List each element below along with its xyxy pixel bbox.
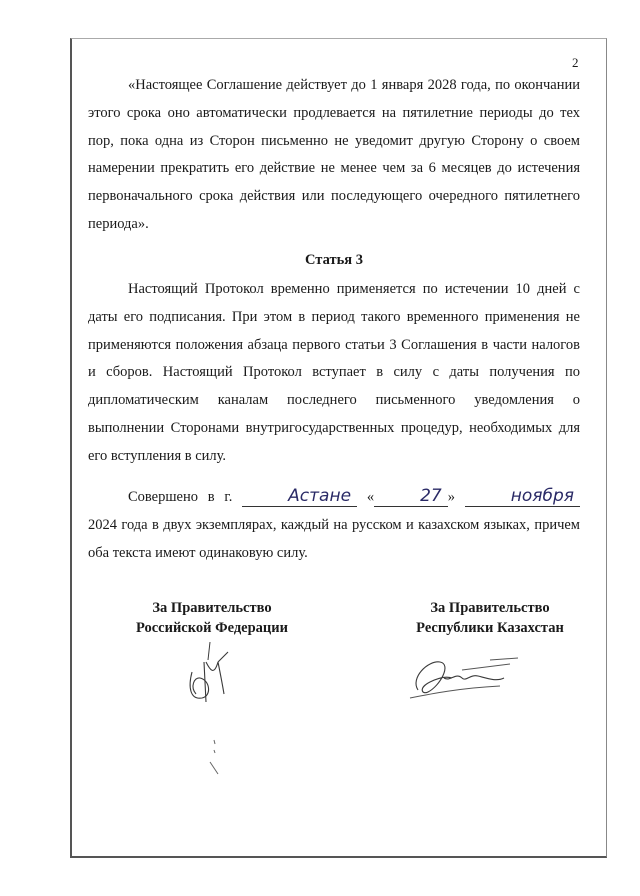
closing-paragraph [88, 484, 580, 567]
signatory-russia-line2: Российской Федерации [135, 620, 288, 636]
signatory-kazakhstan [380, 598, 600, 638]
closing-paragraph-text [88, 484, 580, 567]
closing-prefix: Совершено в г. [128, 489, 233, 505]
city-handwritten: Астане [288, 486, 352, 506]
quoted-paragraph [88, 72, 580, 239]
handwritten-signature-kz-icon [400, 648, 530, 708]
article-paragraph-text: Настоящий Протокол временно применяется по истечении 10 дней с даты его подписания. При этом в период такого временного применения не применяются положения абзаца первого статьи 3 Соглашения в части налогов и сборов. Настоящий Протокол вступает в силу с даты получения по дипломатическим каналам последнего письменного уведомления о выполнении Сторонами внутригосударственных процедур, необходимых для его вступления в силу. [88, 281, 580, 464]
handwritten-signature-ru-icon [170, 632, 260, 782]
signatory-russia-line1: За Правительство [152, 600, 272, 616]
day-handwritten: 27 [420, 486, 442, 506]
month-field [465, 487, 580, 507]
quoted-paragraph-text: «Настоящее Соглашение действует до 1 января 2028 года, по окончании этого срока оно автоматически продлевается на пятилетние периоды до тех пор, пока одна из Сторон письменно не уведомит другую Сторону о своем намерении прекратить его действие не менее чем за 6 месяцев до истечения первоначального срока действия или последующего очередного пятилетнего периода». [88, 77, 580, 232]
signatory-kazakhstan-line1: За Правительство [430, 600, 550, 616]
article-paragraph [88, 276, 580, 471]
article-title: Статья 3 [305, 252, 363, 268]
day-field [374, 487, 448, 507]
closing-suffix: 2024 года в двух экземплярах, каждый на русском и казахском языках, причем оба текста имеют одинаковую силу. [88, 516, 580, 561]
page-number: 2 [572, 55, 579, 70]
city-field [242, 487, 357, 507]
day-close-quote: » [447, 489, 455, 505]
month-handwritten: ноября [510, 486, 575, 506]
day-open-quote: « [366, 489, 375, 505]
signatory-kazakhstan-line2: Республики Казахстан [416, 620, 564, 636]
